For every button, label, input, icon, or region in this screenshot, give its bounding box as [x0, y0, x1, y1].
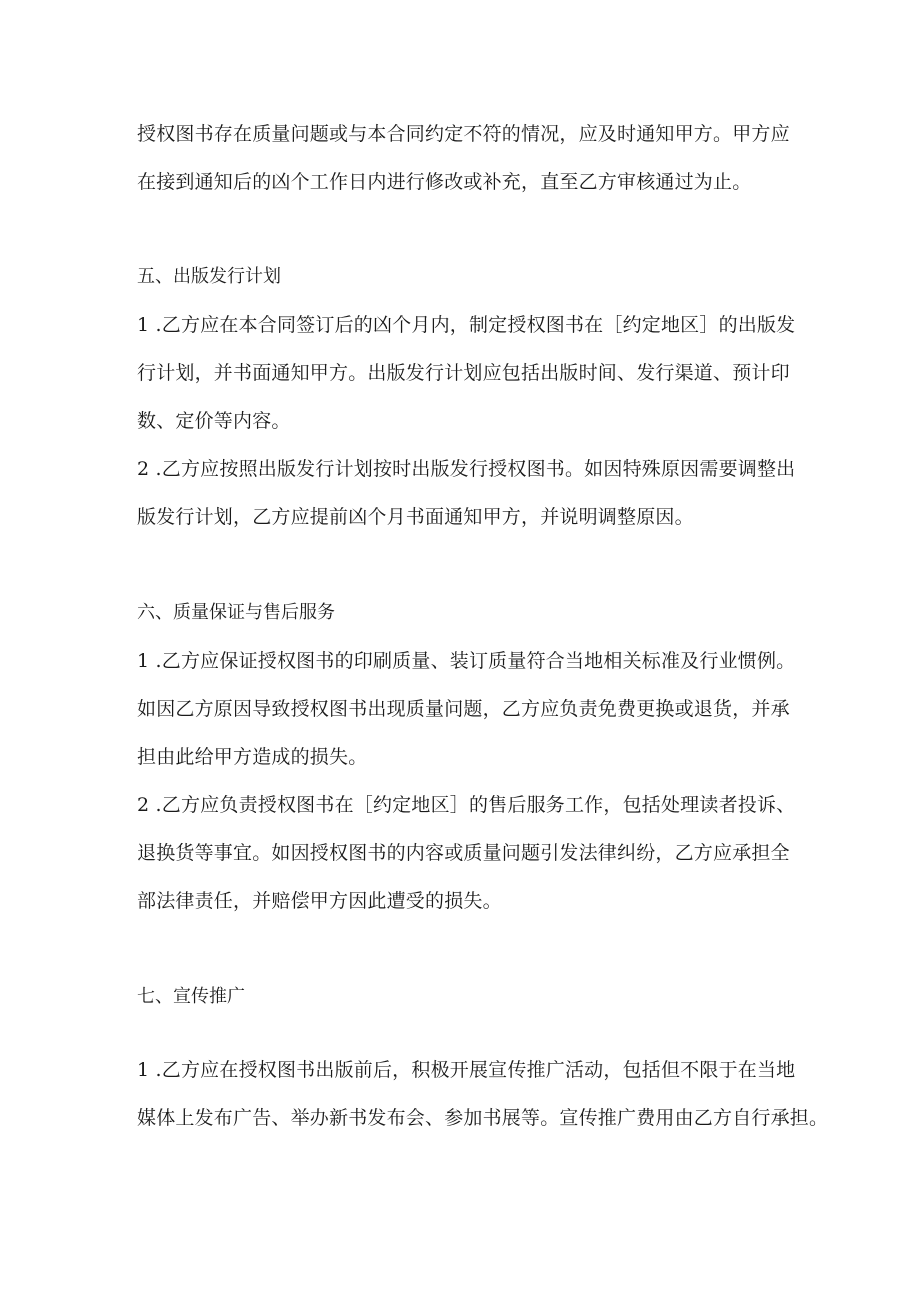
section-6-para-1-line-3: 担由此给甲方造成的损失。: [137, 746, 368, 768]
section-5-heading: 五、出版发行计划: [137, 266, 281, 287]
section-5-para-2-line-1: 2 .乙方应按照出版发行计划按时出版发行授权图书。如因特殊原因需要调整出: [137, 458, 796, 480]
section-5-para-1-line-3: 数、定价等内容。: [137, 410, 291, 432]
section-7-para-1-line-1: 1 .乙方应在授权图书出版前后，积极开展宣传推广活动，包括但不限于在当地: [137, 1059, 796, 1081]
section-6-para-2-line-1: 2 .乙方应负责授权图书在［约定地区］的售后服务工作，包括处理读者投诉、: [137, 794, 796, 816]
section-5-para-1-line-2: 行计划，并书面通知甲方。出版发行计划应包括出版时间、发行渠道、预计印: [137, 362, 790, 384]
section-7-para-1-line-2: 媒体上发布广告、举办新书发布会、参加书展等。宣传推广费用由乙方自行承担。: [137, 1107, 829, 1129]
intro-line-1: 授权图书存在质量问题或与本合同约定不符的情况，应及时通知甲方。甲方应: [137, 123, 790, 145]
section-6-para-1-line-2: 如因乙方原因导致授权图书出现质量问题，乙方应负责免费更换或退货，并承: [137, 698, 790, 720]
section-5-para-2-line-2: 版发行计划，乙方应提前凶个月书面通知甲方，并说明调整原因。: [137, 506, 694, 528]
section-7-heading: 七、宣传推广: [137, 986, 245, 1007]
section-6-para-2-line-2: 退换货等事宜。如因授权图书的内容或质量问题引发法律纠纷，乙方应承担全: [137, 842, 790, 864]
section-5-para-1-line-1: 1 .乙方应在本合同签订后的凶个月内，制定授权图书在［约定地区］的出版发: [137, 314, 796, 336]
section-6-para-1-line-1: 1 .乙方应保证授权图书的印刷质量、装订质量符合当地相关标准及行业惯例。: [137, 650, 796, 672]
section-6-para-2-line-3: 部法律责任，并赔偿甲方因此遭受的损失。: [137, 890, 502, 912]
intro-line-2: 在接到通知后的凶个工作日内进行修改或补充，直至乙方审核通过为止。: [137, 171, 752, 193]
section-6-heading: 六、质量保证与售后服务: [137, 602, 335, 623]
